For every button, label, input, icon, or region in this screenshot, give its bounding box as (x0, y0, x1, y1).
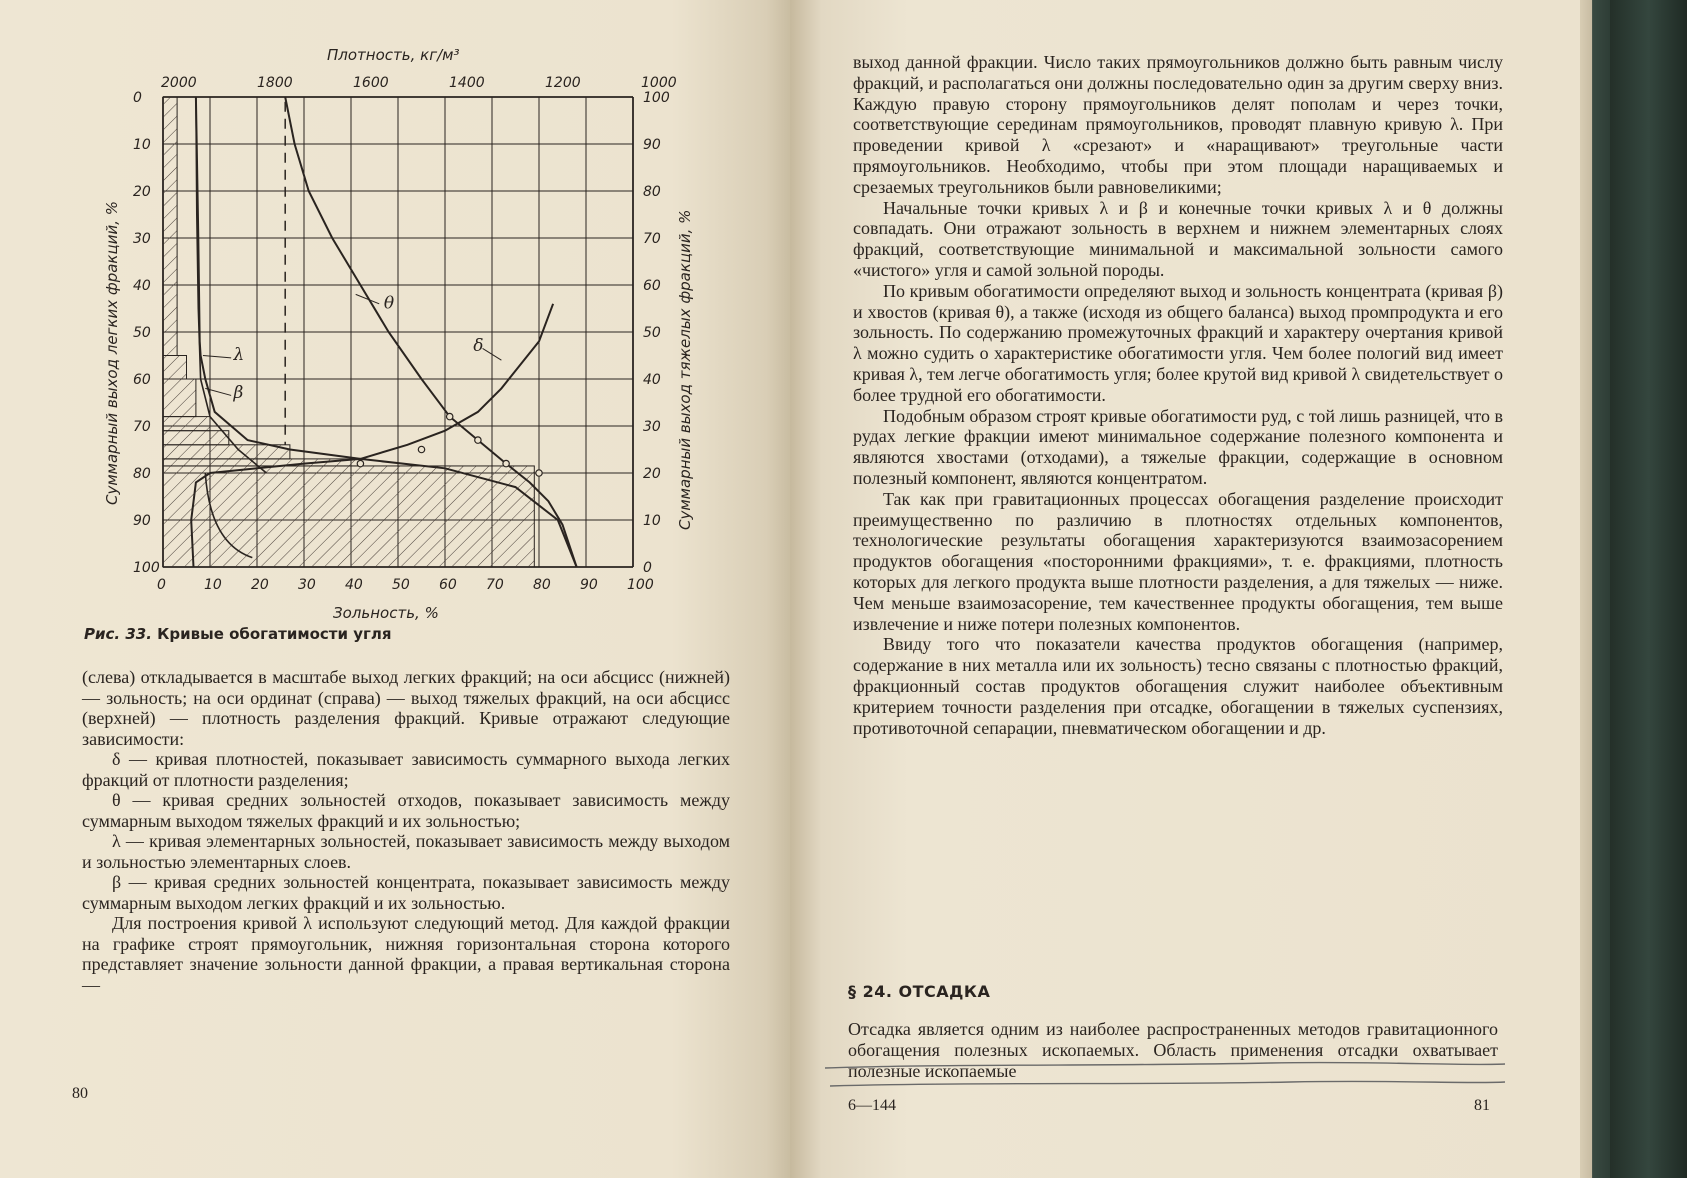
paragraph: По кривым обогатимости определяют выход и зольность концентрата (кривая β) и хвостов (кривая θ), а также (исходя из общего баланса) выход промпродукта и его зольность. По содержанию промежуточных фракций и характеру очертания кривой λ можно судить о характеристике обогатимости угля. Чем более пологий вид имеет кривая λ, тем легче обогатимость угля; более крутой вид кривой λ свидетельствует о более трудной его обогатимости. (853, 280, 1503, 405)
right-tick-label: 90 (643, 137, 661, 153)
left-tick-label: 100 (133, 560, 160, 576)
theta-label: θ (383, 293, 395, 314)
fraction-rectangle (163, 445, 290, 459)
bottom-tick-label: 10 (204, 577, 222, 593)
top-tick-label: 1000 (641, 75, 677, 91)
paragraph: λ — кривая элементарных зольностей, показывает зависимость между выходом и зольностью элементарных слоев. (82, 831, 730, 872)
pencil-underline (820, 1060, 1510, 1090)
signature-mark: 6—144 (848, 1097, 896, 1114)
top-tick-label: 1400 (449, 75, 485, 91)
left-axis-title: Суммарный выход легких фракций, % (103, 201, 121, 505)
paragraph: выход данной фракции. Число таких прямоугольников должно быть равным числу фракций, и располагаться они должны последовательно один за другим сверху вниз. Каждую правую сторону прямоугольников делят пополам и через точки, соответствующие серединам прямоугольников, проводят плавную кривую λ. При проведении кривой λ «срезают» и «наращивают» треугольные части прямоугольников. Необходимо, чтобы при этом площади наращиваемых и срезаемых треугольников были равновеликими; (853, 52, 1503, 197)
paragraph: Так как при гравитационных процессах обогащения разделение происходит преимущественно по различию в плотностях отдельных компонентов, технологические результаты обогащения характеризуются взаимозасорением продуктов обогащения «посторонними фракциями», т. е. фракциями, плотность которых для легкого продукта выше плотности разделения, а для тяжелых — ниже. Чем меньше взаимозасорение, тем качественнее продукты обогащения, тем выше извлечение и ниже потери полезных компонентов. (853, 488, 1503, 634)
right-tick-label: 60 (643, 278, 661, 294)
bottom-tick-label: 20 (251, 577, 269, 593)
fraction-rectangle (163, 356, 187, 380)
bottom-tick-label: 70 (486, 577, 504, 593)
data-point (475, 437, 481, 443)
right-tick-label: 20 (643, 466, 661, 482)
paragraph: Подобным образом строят кривые обогатимости руд, с той лишь разницей, что в рудах легкие фракции имеют минимальное содержание полезного компонента и являются хвостами (отходами), а тяжелые фракции, содержащие в основном полезный компонент, являются концентратом. (853, 405, 1503, 488)
book-spine (1610, 0, 1687, 1178)
bottom-tick-label: 0 (157, 577, 166, 593)
top-tick-label: 1200 (545, 75, 581, 91)
left-tick-label: 60 (133, 372, 151, 388)
right-tick-label: 0 (643, 560, 652, 576)
top-axis-title: Плотность, кг/м³ (327, 46, 460, 64)
fraction-rectangle (163, 379, 196, 417)
left-tick-label: 80 (133, 466, 151, 482)
paragraph: Начальные точки кривых λ и β и конечные точки кривых λ и θ должны совпадать. Они отражают зольность в верхнем и нижнем элементарных слоях фракций, соответствующие минимальной и максимальной зольности самого «чистого» угля и самой зольной породы. (853, 197, 1503, 280)
fraction-rectangle (163, 466, 534, 567)
left-page-text (82, 667, 730, 995)
bottom-tick-label: 30 (298, 577, 316, 593)
fraction-rectangle (163, 459, 360, 466)
page-number-left: 80 (72, 1085, 88, 1102)
page-number-right: 81 (1474, 1097, 1490, 1114)
data-point (447, 413, 453, 419)
fraction-rectangle (163, 97, 177, 356)
bottom-axis-title: Зольность, % (333, 604, 439, 620)
bottom-tick-label: 60 (439, 577, 457, 593)
right-tick-label: 40 (643, 372, 661, 388)
paragraph: Ввиду того что показатели качества продуктов обогащения (например, содержание в них металла или их зольность) тесно связаны с плотностью фракций, фракционный состав продуктов обогащения служит наиболее объективным критерием точности разделения при отсадке, обогащении в тяжелых суспензиях, противоточной сепарации, пневматическом обогащении и др. (853, 634, 1503, 738)
left-tick-label: 90 (133, 513, 151, 529)
bottom-tick-label: 40 (345, 577, 363, 593)
right-tick-label: 100 (643, 90, 670, 106)
left-tick-label: 70 (133, 419, 151, 435)
top-tick-label: 2000 (161, 75, 197, 91)
bottom-tick-label: 80 (533, 577, 551, 593)
paragraph: Отсадка является одним из наиболее распространенных методов гравитационного обогащения полезных ископаемых. Область применения отсадки охватывает полезные ископаемые (848, 1019, 1498, 1081)
paragraph: (слева) откладывается в масштабе выход легких фракций; на оси абсцисс (нижней) — зольность; на оси ординат (справа) — выход тяжелых фракций, на оси абсцисс (верхней) — плотность разделения фракций. Кривые отражают следующие зависимости: (82, 667, 730, 749)
bottom-tick-label: 90 (580, 577, 598, 593)
top-tick-label: 1600 (353, 75, 389, 91)
right-tick-label: 70 (643, 231, 661, 247)
caption-text: Кривые обогатимости угля (157, 625, 392, 643)
right-axis-title: Суммарный выход тяжелых фракций, % (676, 209, 694, 530)
beta-label: β (233, 382, 244, 403)
data-point (503, 460, 509, 466)
left-tick-label: 40 (133, 278, 151, 294)
fraction-rectangle (163, 417, 210, 431)
paragraph: δ — кривая плотностей, показывает зависимость суммарного выхода легких фракций от плотности разделения; (82, 749, 730, 790)
caption-number: Рис. 33. (84, 625, 152, 643)
bottom-tick-label: 100 (627, 577, 654, 593)
data-point (418, 446, 424, 452)
right-tick-label: 80 (643, 184, 661, 200)
paragraph: Для построения кривой λ используют следующий метод. Для каждой фракции на графике строят прямоугольник, нижняя горизонтальная сторона которого представляет значение зольности данной фракции, а правая вертикальная сторона — (82, 913, 730, 995)
lambda-label: λ (233, 345, 245, 366)
section-title: § 24. ОТСАДКА (848, 982, 991, 1001)
right-tick-label: 10 (643, 513, 661, 529)
left-tick-label: 10 (133, 137, 151, 153)
right-tick-label: 50 (643, 325, 661, 341)
top-tick-label: 1800 (257, 75, 293, 91)
bottom-tick-label: 50 (392, 577, 410, 593)
right-page-text (853, 52, 1503, 738)
right-tick-label: 30 (643, 419, 661, 435)
data-point (357, 460, 363, 466)
left-tick-label: 0 (133, 90, 142, 106)
cover-edge (1580, 0, 1610, 1178)
chart-svg (95, 45, 735, 620)
paragraph: β — кривая средних зольностей концентрата, показывает зависимость между суммарным выходом легких фракций и их зольностью. (82, 872, 730, 913)
data-point (536, 470, 542, 476)
left-tick-label: 50 (133, 325, 151, 341)
left-tick-label: 20 (133, 184, 151, 200)
lambda-leader (203, 356, 231, 358)
washability-chart (95, 45, 735, 620)
left-tick-label: 30 (133, 231, 151, 247)
figure-caption (84, 625, 391, 643)
delta-label: δ (473, 335, 484, 356)
fraction-rectangle (163, 431, 229, 445)
paragraph: θ — кривая средних зольностей отходов, показывает зависимость между суммарным выходом тяжелых фракций и их зольностью; (82, 790, 730, 831)
